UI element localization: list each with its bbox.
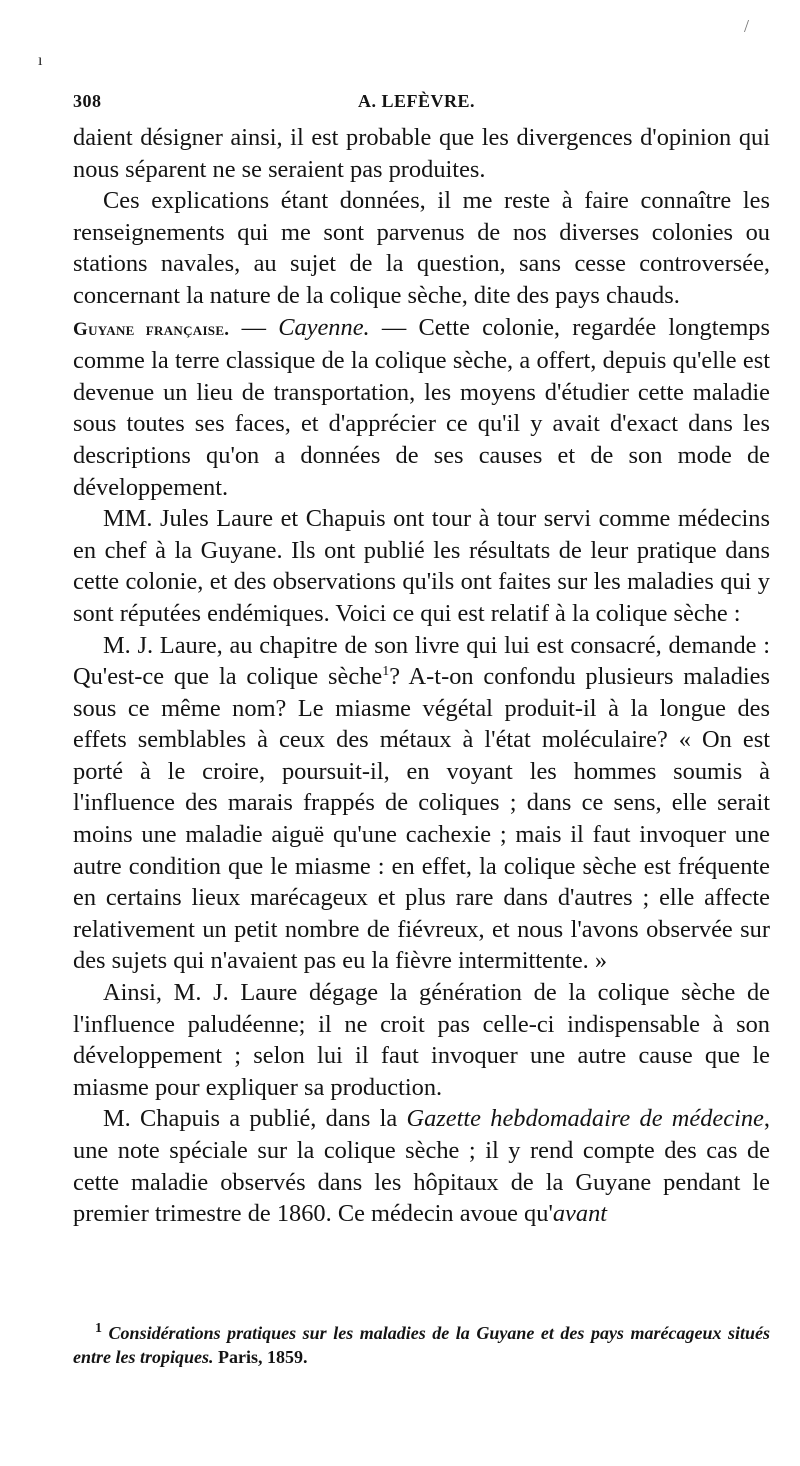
footnote-reference: 1 [382, 663, 390, 679]
paragraph-text: daient désigner ainsi, il est probable que les divergences d'opinion qui nous séparent ne se seraient pas produites. [73, 124, 770, 183]
footnote [73, 1321, 770, 1369]
paragraph-text: Ainsi, M. J. Laure dégage la génération de la colique sèche de l'influence paludéenne; il ne croit pas celle-ci indispensable à son développement ; selon lui il faut invoquer une autre cause que le miasme pour expliquer sa production. [73, 979, 770, 1101]
footnote-number: 1 [95, 1321, 102, 1336]
corner-mark: / [744, 16, 750, 36]
paragraph-text: M. J. Laure, au chapitre de son livre qui lui est consacré, demande : Qu'est-ce que la colique sèche [73, 631, 770, 691]
footnote-text: Considérations pratiques sur les maladies de la Guyane et des pays marécageux situés entre les tropiques. [73, 1323, 771, 1367]
paragraph-text: MM. Jules Laure et Chapuis ont tour à tour servi comme médecins en chef à la Guyane. Ils ont publié les résultats de leur pratique dans cette colonie, et des observations qu'ils ont faites sur les maladies qui y sont réputées endémiques. Voici ce qui est relatif à la colique sèche : [73, 505, 770, 627]
section-paragraph [73, 312, 770, 504]
italic-word: avant [552, 1200, 608, 1228]
paragraph-text: Cette colonie, regardée longtemps comme la terre classique de la colique sèche, a offert, depuis qu'elle est devenue un lieu de transportation, les moyens d'étudier cette maladie sous toutes ses faces, et d'apprécier ce qu'il y avait d'exact dans les descriptions qu'on a données de ses causes et de son mode de développement. [73, 313, 770, 501]
body-text [73, 122, 770, 1230]
place-name: Cayenne. [278, 313, 370, 341]
page-number: 308 [73, 91, 102, 111]
paragraph [73, 185, 770, 311]
paragraph [73, 977, 770, 1103]
paragraph [73, 503, 770, 629]
section-heading: Guyane française. [73, 318, 230, 340]
dash-separator: — [369, 313, 419, 341]
paragraph-text: Ces explications étant données, il me reste à faire connaître les renseignements qui me sont parvenus de nos diverses colonies ou stations navales, au sujet de la question, sans cesse controversée, concernant la nature de la colique sèche, dite des pays chauds. [73, 187, 770, 309]
margin-mark: ı [38, 52, 43, 69]
footnotes [73, 1321, 770, 1369]
running-title: A. LEFÈVRE. [358, 91, 476, 111]
running-head [73, 85, 740, 117]
paragraph-text: , une note spéciale sur la colique sèche ; il y rend compte des cas de cette maladie observés dans les hôpitaux de la Guyane pendant le premier trimestre de 1860. Ce médecin avoue qu' [73, 1105, 770, 1228]
dash-separator: — [229, 313, 279, 341]
footnote-publication: Paris, 1859. [213, 1347, 308, 1367]
paragraph-text: M. Chapuis a publié, dans la [103, 1105, 407, 1133]
paragraph [73, 630, 770, 978]
paragraph [73, 122, 770, 185]
paragraph [73, 1103, 770, 1229]
paragraph-text: ? A-t-on confondu plusieurs maladies sous ce même nom? Le miasme végétal produit-il à la longue des effets semblables à ceux des métaux à l'état moléculaire? « On est porté à le croire, poursuit-il, en voyant les hommes soumis à l'influence des marais frappés de coliques ; dans ce sens, elle serait moins une maladie aiguë qu'une cachexie ; mais il faut invoquer une autre condition que le miasme : en effet, la colique sèche est fréquente en certains lieux marécageux et plus rare dans d'autres ; elle affecte relativement un petit nombre de fiévreux, et nous l'avons observée sur des sujets qui n'avaient pas eu la fièvre intermittente. » [73, 663, 770, 975]
journal-title: Gazette hebdomadaire de médecine [406, 1105, 764, 1133]
